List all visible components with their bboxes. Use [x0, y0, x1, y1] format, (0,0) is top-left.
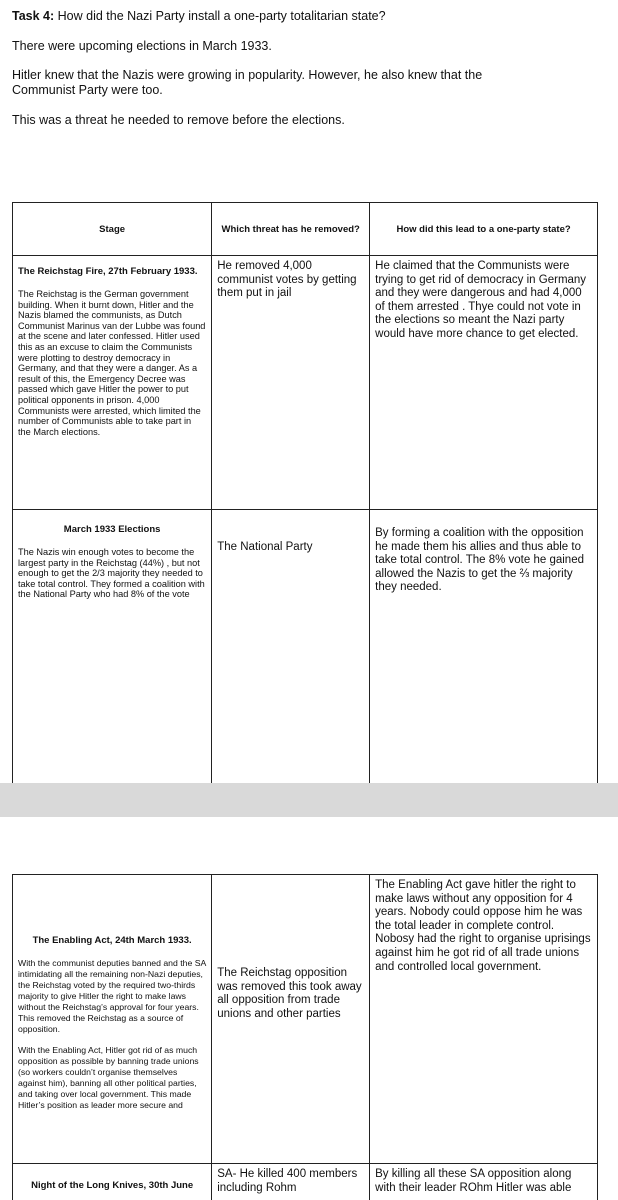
stage-title: The Enabling Act, 24th March 1933. [32, 935, 192, 946]
header-stage: Stage [13, 203, 212, 256]
stage-title: The Reichstag Fire, 27th February 1933. [18, 266, 198, 277]
document-page-2 [0, 817, 618, 1200]
stages-table-continued [12, 874, 598, 1200]
threat-answer: SA- He killed 400 members including Rohm [217, 1168, 358, 1194]
stage-title: March 1933 Elections [63, 524, 161, 535]
task-heading [12, 9, 386, 24]
table-row [13, 875, 598, 1164]
table-row [13, 256, 598, 510]
page-gap [0, 783, 618, 817]
stage-title: Night of the Long Knives, 30th June [31, 1180, 194, 1191]
table-row [13, 1164, 598, 1200]
stage-description: With the communist deputies banned and the SA intimidating all the remaining non-Nazi deputies, the Reichstag voted by the required two-thirds majority to give Hitler the right to make laws without the Reichstag’s approval for four years. This removed the Reichstag as a source of opposition. [18, 958, 206, 1034]
table-row [13, 510, 598, 785]
threat-answer: The National Party [217, 541, 313, 553]
stage-description: The Reichstag is the German government building. When it burnt down, Hitler and the Nazis blamed the communists, as Dutch Communist Marinus van der Lubbe was found at the scene and later confessed. Hitler used this as an excuse to claim the Communists were plotting to destroy democracy in Germany, and that they were a danger. As a result of this, the Emergency Decree was passed which gave Hitler the power to put political opponents in prison. 4,000 Communists were arrested, which limited the number of Communists able to take part in the March elections. [18, 289, 206, 437]
intro-line-1: There were upcoming elections in March 1933. [12, 39, 272, 53]
one-party-answer: The Enabling Act gave hitler the right to make laws without any opposition for 4 years. Nobody could oppose him he was the total leader in complete control. Nobosy had the right to organise uprisings against him he got rid of all trade unions and controlled local government. [375, 879, 591, 973]
intro-line-3: This was a threat he needed to remove before the elections. [12, 113, 345, 127]
task-question: How did the Nazi Party install a one-party totalitarian state? [57, 9, 386, 23]
intro-line-2a: Hitler knew that the Nazis were growing in popularity. However, he also knew that the [12, 68, 483, 82]
one-party-answer: By killing all these SA opposition along with their leader ROhm Hitler was able [375, 1168, 572, 1194]
stage-description-2: With the Enabling Act, Hitler got rid of as much opposition as possible by banning trade unions (so workers couldn’t organise themselves against him), banning all other political parties, and taking over local government. This made Hitler’s position as leader more secure and [18, 1045, 199, 1110]
task-label: Task 4: [12, 9, 55, 23]
intro-line-2b: Communist Party were too. [12, 83, 163, 97]
header-how: How did this lead to a one-party state? [370, 203, 598, 256]
threat-answer: He removed 4,000 communist votes by getting them put in jail [217, 260, 357, 300]
one-party-answer: He claimed that the Communists were trying to get rid of democracy in Germany and they were dangerous and had 4,000 of them arrested . Thye could not vote in the elections so meant the Nazi party would have more chance to get elected. [375, 260, 587, 340]
table-header-row [13, 203, 598, 256]
one-party-answer: By forming a coalition with the opposition he made them his allies and thus able to take total control. The 8% vote he gained allowed the Nazis to get the ⅔ majority they needed. [375, 527, 584, 594]
stage-description: The Nazis win enough votes to become the largest party in the Reichstag (44%) , but not enough to get the 2/3 majority they needed to take total control. They formed a coalition with the National Party who had 8% of the vote [18, 547, 205, 600]
header-threat: Which threat has he removed? [212, 203, 370, 256]
threat-answer: The Reichstag opposition was removed this took away all opposition from trade unions and other parties [217, 967, 362, 1020]
stages-table [12, 202, 598, 785]
